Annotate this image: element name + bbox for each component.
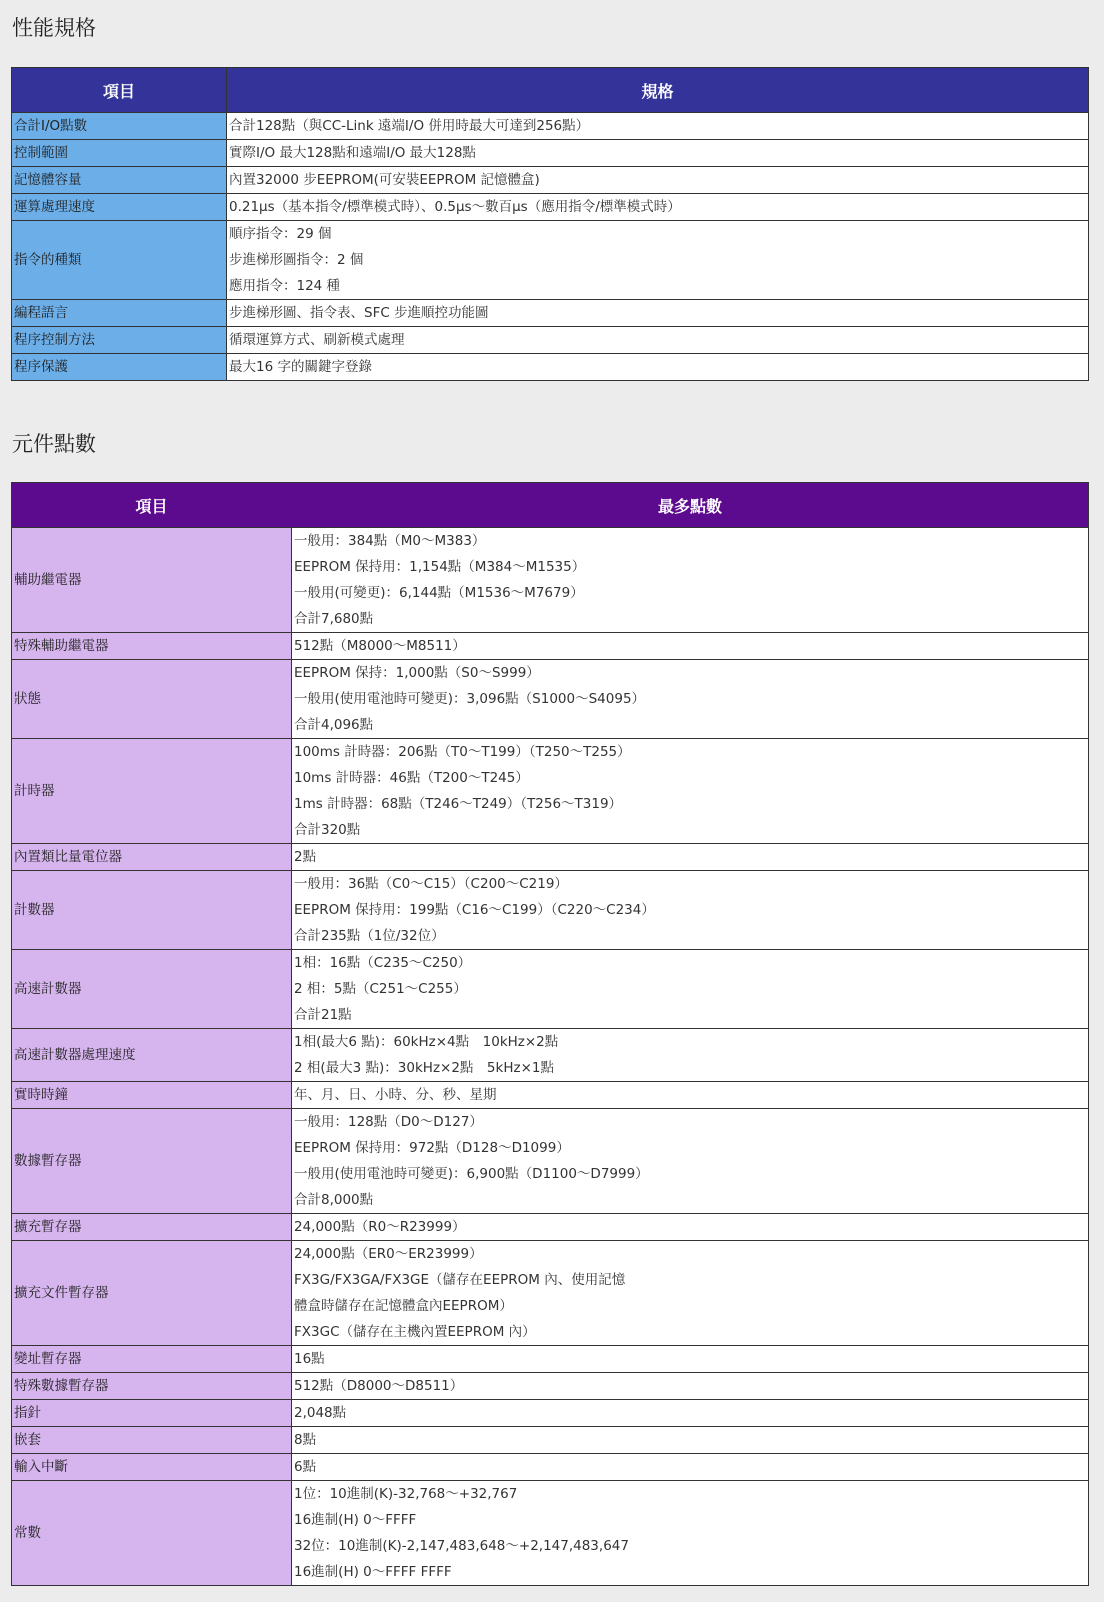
table-row <box>12 140 1089 167</box>
value-line: 一般用(可變更)：6,144點（M1536～M7679） <box>294 585 584 601</box>
value-line: EEPROM 保持：1,000點（S0～S999） <box>294 665 540 681</box>
row-value <box>227 194 1089 221</box>
value-line: 年、月、日、小時、分、秒、星期 <box>294 1087 497 1103</box>
row-label: 高速計數器處理速度 <box>12 1029 292 1082</box>
value-line: 6點 <box>294 1459 317 1475</box>
value-line: EEPROM 保持用：972點（D128～D1099） <box>294 1140 570 1156</box>
value-line: 合計21點 <box>294 1007 352 1023</box>
row-label: 內置類比量電位器 <box>12 844 292 871</box>
row-value <box>292 1029 1089 1082</box>
value-line: 32位：10進制(K)-2,147,483,648～+2,147,483,647 <box>294 1538 629 1554</box>
value-line: 1相：16點（C235～C250） <box>294 955 472 971</box>
row-label: 計數器 <box>12 871 292 950</box>
row-value <box>292 660 1089 739</box>
row-label: 特殊數據暫存器 <box>12 1373 292 1400</box>
value-line: 一般用(使用電池時可變更)：3,096點（S1000～S4095） <box>294 691 646 707</box>
value-line: 512點（M8000～M8511） <box>294 638 466 654</box>
table-row <box>12 1029 1089 1082</box>
header-item: 項目 <box>12 483 292 528</box>
value-line: 1位：10進制(K)-32,768～+32,767 <box>294 1486 518 1502</box>
value-line: 2點 <box>294 849 317 865</box>
value-line: FX3GC（儲存在主機內置EEPROM 內） <box>294 1324 536 1340</box>
section-title-components: 元件點數 <box>12 432 96 456</box>
table-row <box>12 1109 1089 1214</box>
value-line: 8點 <box>294 1432 317 1448</box>
row-value <box>227 167 1089 194</box>
value-line: 步進梯形圖、指令表、SFC 步進順控功能圖 <box>229 305 489 321</box>
table-row <box>12 660 1089 739</box>
value-line: 合計320點 <box>294 822 361 838</box>
table-row <box>12 1346 1089 1373</box>
value-line: EEPROM 保持用：199點（C16～C199）（C220～C234） <box>294 902 655 918</box>
row-label: 程序控制方法 <box>12 327 227 354</box>
row-label: 輸入中斷 <box>12 1454 292 1481</box>
value-line: 2 相(最大3 點)：30kHz×2點 5kHz×1點 <box>294 1060 554 1076</box>
row-value <box>227 327 1089 354</box>
row-label: 程序保護 <box>12 354 227 381</box>
value-line: 一般用：36點（C0～C15）（C200～C219） <box>294 876 568 892</box>
row-label: 輔助繼電器 <box>12 528 292 633</box>
header-spec: 規格 <box>227 68 1089 113</box>
row-label: 編程語言 <box>12 300 227 327</box>
value-line: FX3G/FX3GA/FX3GE（儲存在EEPROM 內、使用記憶 <box>294 1272 626 1288</box>
row-value <box>227 113 1089 140</box>
row-value <box>292 528 1089 633</box>
table-row <box>12 1373 1089 1400</box>
value-line: 16點 <box>294 1351 325 1367</box>
value-line: 步進梯形圖指令：2 個 <box>229 252 364 268</box>
value-line: 2 相：5點（C251～C255） <box>294 981 467 997</box>
section-title-performance: 性能規格 <box>12 16 96 40</box>
value-line: 512點（D8000～D8511） <box>294 1378 464 1394</box>
value-line: 循環運算方式、刷新模式處理 <box>229 332 405 348</box>
table-row <box>12 327 1089 354</box>
row-label: 擴充暫存器 <box>12 1214 292 1241</box>
table-row <box>12 844 1089 871</box>
value-line: 100ms 計時器：206點（T0～T199）（T250～T255） <box>294 744 631 760</box>
value-line: 合計7,680點 <box>294 611 374 627</box>
row-label: 計時器 <box>12 739 292 844</box>
table-row <box>12 221 1089 300</box>
row-label: 記憶體容量 <box>12 167 227 194</box>
row-value <box>227 300 1089 327</box>
row-value <box>292 1214 1089 1241</box>
value-line: 合計235點（1位/32位） <box>294 928 445 944</box>
value-line: 24,000點（R0～R23999） <box>294 1219 466 1235</box>
component-points-table <box>11 482 1089 1586</box>
value-line: 合計8,000點 <box>294 1192 374 1208</box>
value-line: 合計128點（與CC-Link 遠端I/O 併用時最大可達到256點） <box>229 118 590 134</box>
row-value <box>227 221 1089 300</box>
value-line: 最大16 字的關鍵字登錄 <box>229 359 372 375</box>
table-row <box>12 113 1089 140</box>
row-value <box>292 1481 1089 1586</box>
row-value <box>227 140 1089 167</box>
value-line: EEPROM 保持用：1,154點（M384～M1535） <box>294 559 586 575</box>
row-value <box>292 844 1089 871</box>
row-label: 狀態 <box>12 660 292 739</box>
table-row <box>12 1454 1089 1481</box>
row-value <box>292 1109 1089 1214</box>
table-row <box>12 1082 1089 1109</box>
value-line: 實際I/O 最大128點和遠端I/O 最大128點 <box>229 145 476 161</box>
table-row <box>12 300 1089 327</box>
value-line: 內置32000 步EEPROM(可安裝EEPROM 記憶體盒) <box>229 172 540 188</box>
row-value <box>292 1241 1089 1346</box>
value-line: 1相(最大6 點)：60kHz×4點 10kHz×2點 <box>294 1034 559 1050</box>
value-line: 應用指令：124 種 <box>229 278 341 294</box>
header-item: 項目 <box>12 68 227 113</box>
row-label: 指針 <box>12 1400 292 1427</box>
table-row <box>12 1481 1089 1586</box>
row-label: 變址暫存器 <box>12 1346 292 1373</box>
row-label: 擴充文件暫存器 <box>12 1241 292 1346</box>
table-row <box>12 871 1089 950</box>
header-max-points: 最多點數 <box>292 483 1089 528</box>
table-row <box>12 167 1089 194</box>
row-label: 控制範圍 <box>12 140 227 167</box>
row-label: 嵌套 <box>12 1427 292 1454</box>
value-line: 16進制(H) 0～FFFF FFFF <box>294 1564 452 1580</box>
table-row <box>12 1427 1089 1454</box>
row-label: 合計I/O點數 <box>12 113 227 140</box>
table-row <box>12 950 1089 1029</box>
table-row <box>12 528 1089 633</box>
row-label: 實時時鐘 <box>12 1082 292 1109</box>
table-row <box>12 1214 1089 1241</box>
table-row <box>12 633 1089 660</box>
value-line: 24,000點（ER0～ER23999） <box>294 1246 483 1262</box>
table-row <box>12 739 1089 844</box>
value-line: 2,048點 <box>294 1405 347 1421</box>
value-line: 一般用：384點（M0～M383） <box>294 533 486 549</box>
row-value <box>292 633 1089 660</box>
table-row <box>12 1241 1089 1346</box>
table-row <box>12 354 1089 381</box>
value-line: 合計4,096點 <box>294 717 374 733</box>
row-value <box>292 1346 1089 1373</box>
row-label: 特殊輔助繼電器 <box>12 633 292 660</box>
table-row <box>12 194 1089 221</box>
value-line: 0.21μs（基本指令/標準模式時）、0.5μs～數百μs（應用指令/標準模式時） <box>229 199 681 215</box>
row-value <box>292 739 1089 844</box>
row-value <box>292 1427 1089 1454</box>
row-label: 高速計數器 <box>12 950 292 1029</box>
row-label: 數據暫存器 <box>12 1109 292 1214</box>
row-value <box>292 1373 1089 1400</box>
table-row <box>12 1400 1089 1427</box>
performance-spec-table <box>11 67 1089 381</box>
row-label: 運算處理速度 <box>12 194 227 221</box>
value-line: 16進制(H) 0～FFFF <box>294 1512 417 1528</box>
value-line: 順序指令：29 個 <box>229 226 332 242</box>
row-value <box>292 1454 1089 1481</box>
row-value <box>227 354 1089 381</box>
row-value <box>292 950 1089 1029</box>
value-line: 10ms 計時器：46點（T200～T245） <box>294 770 529 786</box>
value-line: 1ms 計時器：68點（T246～T249）（T256～T319） <box>294 796 623 812</box>
row-value <box>292 1400 1089 1427</box>
table-header-row <box>12 68 1089 113</box>
value-line: 一般用：128點（D0～D127） <box>294 1114 483 1130</box>
value-line: 一般用(使用電池時可變更)：6,900點（D1100～D7999） <box>294 1166 649 1182</box>
row-label: 常數 <box>12 1481 292 1586</box>
row-value <box>292 1082 1089 1109</box>
table-header-row <box>12 483 1089 528</box>
value-line: 體盒時儲存在記憶體盒內EEPROM） <box>294 1298 513 1314</box>
row-label: 指令的種類 <box>12 221 227 300</box>
row-value <box>292 871 1089 950</box>
